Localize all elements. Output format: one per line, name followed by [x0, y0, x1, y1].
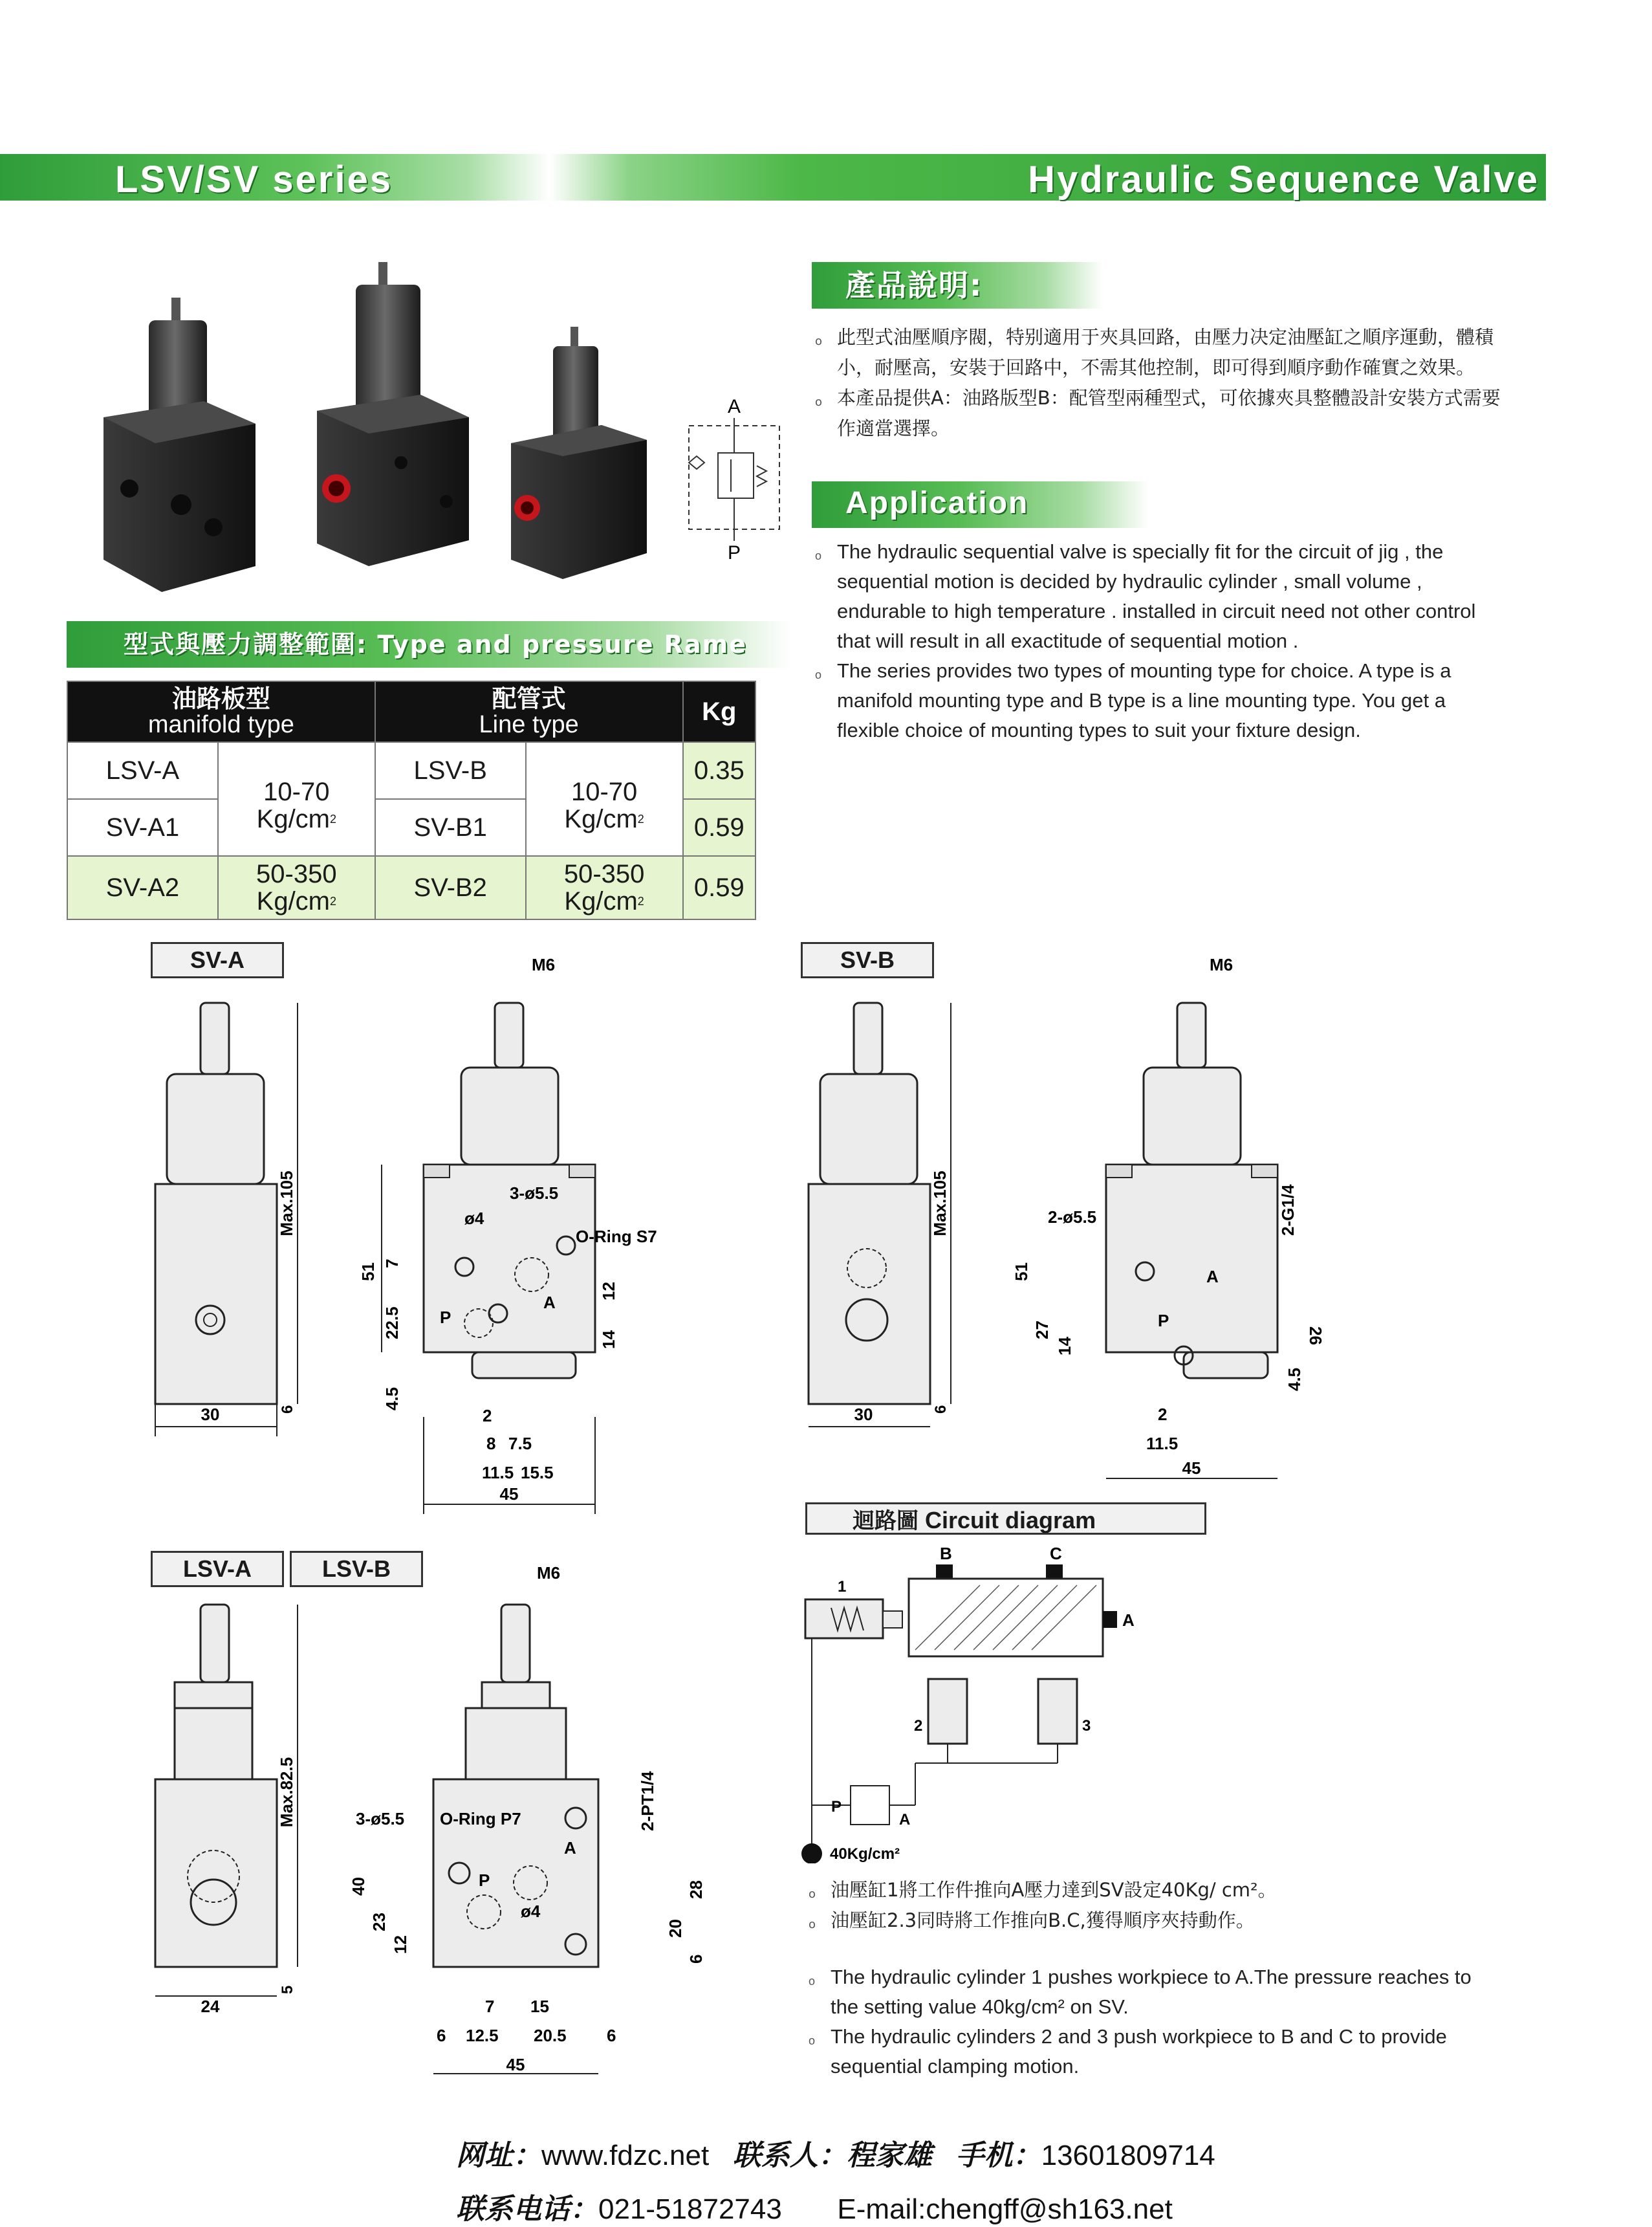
series-title: LSV/SV series: [115, 159, 393, 201]
svg-text:P: P: [440, 1308, 451, 1327]
table-cell: 0.59: [683, 856, 755, 919]
label-lsv-a: LSV-A: [151, 1551, 284, 1587]
svg-text:1: 1: [838, 1578, 847, 1596]
svg-text:7: 7: [485, 1997, 495, 2016]
svg-text:15.5: 15.5: [521, 1463, 554, 1482]
symbol-port-p: P: [727, 542, 741, 563]
svg-text:6: 6: [686, 1954, 706, 1964]
svg-text:12.5: 12.5: [466, 2026, 499, 2045]
circuit-note-cn: o 油壓缸1將工作件推向A壓力達到SV設定40Kg/ cm²。: [809, 1875, 1488, 1905]
email-link[interactable]: E-mail:chengff@sh163.net: [837, 2193, 1173, 2225]
description-cn: [815, 322, 1514, 444]
spec-table: [67, 681, 756, 920]
table-cell: 10-70 $Kg/cm^2$: [526, 742, 683, 856]
table-cell: 0.59: [683, 799, 755, 856]
svg-text:7: 7: [382, 1258, 402, 1268]
sv-b-front-view: [996, 951, 1358, 1501]
sv-a-front-view: [343, 951, 705, 1520]
col-kg: Kg: [683, 681, 755, 742]
svg-text:3-ø5.5: 3-ø5.5: [356, 1809, 405, 1828]
col-line: 配管式 Line type: [375, 681, 683, 742]
lsv-b-front-view: [336, 1559, 737, 2096]
svg-text:26: 26: [1306, 1326, 1325, 1345]
application-text: [815, 537, 1514, 745]
lsv-a-side-view: [149, 1598, 317, 2019]
application-header: Application: [812, 481, 1148, 528]
svg-text:14: 14: [1055, 1337, 1074, 1355]
svg-text:3: 3: [1082, 1717, 1091, 1735]
svg-text:11.5: 11.5: [1146, 1434, 1179, 1453]
valve-photo-lsv: [103, 298, 255, 592]
col-manifold: 油路板型 manifold type: [67, 681, 375, 742]
svg-text:22.5: 22.5: [382, 1306, 402, 1339]
svg-text:3-ø5.5: 3-ø5.5: [510, 1183, 559, 1203]
application-item: o The hydraulic sequential valve is specially fit for the circuit of jig , the sequential motion is decided by hydraulic cylinder , small volume , endurable to high temperature . installed in circuit need not other control that will result in all exactitude of sequential motion .: [815, 537, 1514, 656]
svg-text:20: 20: [666, 1919, 685, 1938]
circuit-note-en: o The hydraulic cylinders 2 and 3 push workpiece to B and C to provide sequential clamping motion.: [809, 2022, 1494, 2081]
table-cell: SV-B1: [375, 799, 526, 856]
svg-text:2-ø5.5: 2-ø5.5: [1048, 1207, 1097, 1227]
circuit-note-cn: o 油壓缸2.3同時將工作推向B.C,獲得順序夾持動作。: [809, 1905, 1488, 1936]
svg-text:6: 6: [279, 1405, 296, 1414]
symbol-port-a: A: [727, 396, 741, 417]
svg-text:7.5: 7.5: [508, 1434, 532, 1453]
table-cell: SV-A2: [67, 856, 218, 919]
svg-text:Max.105: Max.105: [277, 1170, 296, 1236]
svg-text:12: 12: [599, 1282, 618, 1300]
svg-text:A: A: [564, 1838, 576, 1858]
website-link[interactable]: www.fdzc.net: [541, 2140, 710, 2171]
product-photo: [97, 256, 679, 605]
description-cn-item: o 此型式油壓順序閥，特别適用于夾具回路，由壓力决定油壓缸之順序運動，體積小，耐壓高，安裝于回路中，不需其他控制，即可得到順序動作確實之效果。: [815, 322, 1514, 383]
label-lsv-b: LSV-B: [290, 1551, 423, 1587]
svg-text:24: 24: [201, 1997, 220, 2016]
svg-text:12: 12: [391, 1935, 410, 1954]
product-title: Hydraulic Sequence Valve: [1028, 159, 1539, 201]
svg-text:15: 15: [530, 1997, 549, 2016]
svg-text:45: 45: [499, 1484, 519, 1504]
svg-text:4.5: 4.5: [1285, 1367, 1304, 1391]
svg-text:51: 51: [358, 1262, 378, 1281]
svg-text:20.5: 20.5: [534, 2026, 567, 2045]
svg-text:A: A: [1206, 1267, 1219, 1286]
table-cell: LSV-A: [67, 742, 218, 799]
footer-line-1: 网址：www.fdzc.net 联系人：程家雄 手机：13601809714: [456, 2139, 1215, 2172]
svg-text:28: 28: [686, 1880, 706, 1899]
svg-text:2: 2: [1158, 1405, 1168, 1424]
svg-text:2-PT1/4: 2-PT1/4: [638, 1771, 657, 1831]
svg-text:8: 8: [486, 1434, 496, 1453]
table-cell: LSV-B: [375, 742, 526, 799]
table-cell: 50-350 $Kg/cm^2$: [218, 856, 375, 919]
circuit-notes-cn: [809, 1875, 1488, 1936]
svg-text:6: 6: [607, 2026, 616, 2045]
svg-text:A: A: [1122, 1610, 1135, 1630]
svg-text:O-Ring P7: O-Ring P7: [440, 1809, 521, 1828]
svg-text:14: 14: [599, 1330, 618, 1349]
label-sv-a: SV-A: [151, 942, 284, 978]
svg-text:Max.105: Max.105: [930, 1170, 950, 1236]
svg-text:2: 2: [914, 1717, 923, 1735]
svg-text:M6: M6: [532, 955, 556, 974]
svg-text:23: 23: [369, 1913, 389, 1931]
svg-text:O-Ring S7: O-Ring S7: [576, 1227, 657, 1246]
svg-text:6: 6: [932, 1405, 950, 1414]
svg-text:B: B: [940, 1544, 952, 1563]
description-cn-item: o 本產品提供A：油路版型B：配管型兩種型式，可依據夾具整體設計安裝方式需要作適當選擇。: [815, 383, 1514, 444]
series-banner: [0, 154, 550, 201]
circuit-diagram: [799, 1540, 1161, 1863]
svg-text:5: 5: [279, 1985, 296, 1994]
svg-text:M6: M6: [537, 1563, 561, 1583]
table-cell: 50-350 $Kg/cm^2$: [526, 856, 683, 919]
valve-photo-svb: [511, 327, 647, 579]
sv-a-side-view: [149, 990, 317, 1443]
svg-text:C: C: [1050, 1544, 1062, 1563]
svg-text:30: 30: [854, 1405, 873, 1424]
svg-text:ø4: ø4: [464, 1209, 484, 1228]
footer-line-2: 联系电话：021-51872743 E-mail:chengff@sh163.net: [456, 2193, 1173, 2226]
svg-text:27: 27: [1032, 1321, 1052, 1339]
circuit-notes-en: [809, 1962, 1494, 2081]
table-heading-bar: 型式與壓力調整範圍: Type and pressure Rame: [67, 621, 791, 668]
svg-text:40: 40: [349, 1877, 368, 1896]
svg-text:ø4: ø4: [521, 1902, 541, 1921]
svg-text:45: 45: [506, 2055, 525, 2074]
table-cell: 10-70 $Kg/cm^2$: [218, 742, 375, 856]
application-item: o The series provides two types of mounting type for choice. A type is a manifold mounting type and B type is a line mounting type. You get a flexible choice of mounting types to suit your fixture design.: [815, 656, 1514, 745]
svg-text:P: P: [479, 1870, 490, 1890]
table-cell: 0.35: [683, 742, 755, 799]
svg-text:11.5: 11.5: [482, 1463, 514, 1482]
svg-text:P: P: [831, 1798, 842, 1816]
svg-text:51: 51: [1012, 1262, 1031, 1281]
svg-text:45: 45: [1182, 1458, 1201, 1478]
table-cell: SV-A1: [67, 799, 218, 856]
table-cell: SV-B2: [375, 856, 526, 919]
circuit-note-en: o The hydraulic cylinder 1 pushes workpiece to A.The pressure reaches to the setting value 40kg/cm² on SV.: [809, 1962, 1494, 2022]
svg-text:4.5: 4.5: [382, 1387, 402, 1410]
svg-text:M6: M6: [1210, 955, 1234, 974]
svg-text:6: 6: [437, 2026, 446, 2045]
valve-symbol: [676, 395, 792, 563]
svg-text:40Kg/cm²: 40Kg/cm²: [830, 1845, 900, 1863]
description-header-cn: 產品說明:: [812, 262, 1103, 309]
circuit-heading: 迴路圖 Circuit diagram: [805, 1502, 1206, 1535]
sv-b-side-view: [802, 990, 970, 1443]
svg-text:Max.82.5: Max.82.5: [277, 1757, 296, 1828]
svg-text:A: A: [899, 1811, 911, 1828]
svg-text:2-G1/4: 2-G1/4: [1278, 1184, 1298, 1236]
svg-text:P: P: [1158, 1311, 1169, 1330]
svg-text:A: A: [543, 1293, 556, 1312]
svg-text:2: 2: [483, 1406, 492, 1425]
product-banner: [550, 154, 1546, 201]
svg-text:30: 30: [201, 1405, 220, 1424]
valve-photo-sva: [317, 262, 469, 566]
label-sv-b: SV-B: [801, 942, 934, 978]
